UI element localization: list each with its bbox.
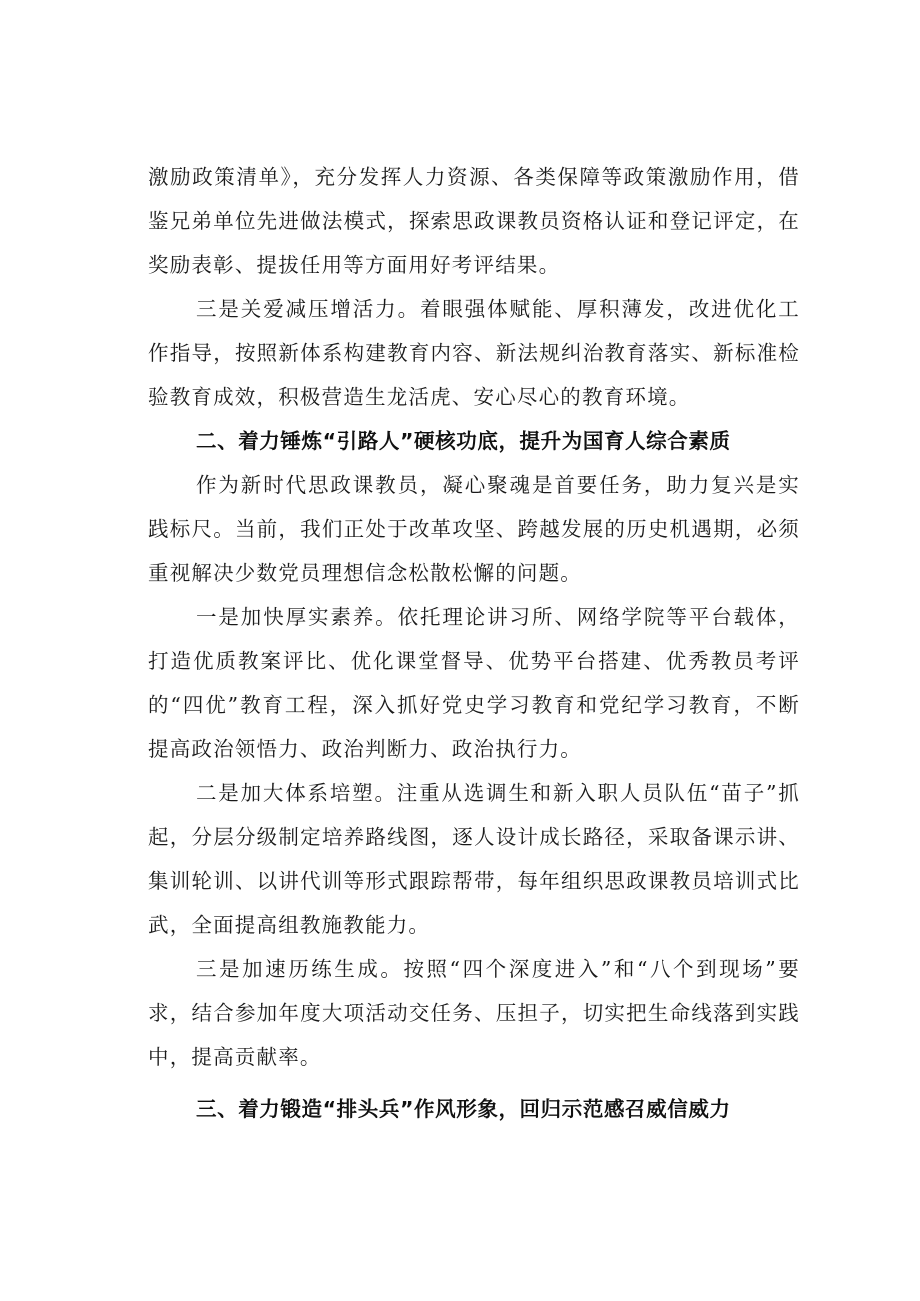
document-body <box>148 155 800 1131</box>
paragraph-accelerate-literacy: 一是加快厚实素养。依托理论讲习所、网络学院等平台载体，打造优质教案评比、优化课堂督导、优势平台搭建、优秀教员考评的“四优”教育工程，深入抓好党史学习教育和党纪学习教育，不断提高政治领悟力、政治判断力、政治执行力。 <box>148 605 800 761</box>
paragraph-section-2-intro: 作为新时代思政课教员，凝心聚魂是首要任务，助力复兴是实践标尺。当前，我们正处于改革攻坚、跨越发展的历史机遇期，必须重视解决少数党员理想信念松散松懈的问题。 <box>148 473 800 585</box>
section-heading-3: 三、着力锻造“排头兵”作风形象，回归示范感召威信威力 <box>196 1097 731 1121</box>
paragraph-system-training: 二是加大体系培塑。注重从选调生和新入职人员队伍“苗子”抓起，分层分级制定培养路线图，逐人设计成长路径，采取备课示讲、集训轮训、以讲代训等形式跟踪帮带，每年组织思政课教员培训式比武，全面提高组教施教能力。 <box>148 781 800 937</box>
paragraph-care-vitality: 三是关爱减压增活力。着眼强体赋能、厚积薄发，改进优化工作指导，按照新体系构建教育内容、新法规纠治教育落实、新标准检验教育成效，积极营造生龙活虎、安心尽心的教育环境。 <box>148 297 800 409</box>
paragraph-policy-list: 激励政策清单》，充分发挥人力资源、各类保障等政策激励作用，借鉴兄弟单位先进做法模式，探索思政课教员资格认证和登记评定，在奖励表彰、提拔任用等方面用好考评结果。 <box>148 165 800 277</box>
section-heading-2: 二、着力锤炼“引路人”硬核功底，提升为国育人综合素质 <box>196 429 731 453</box>
paragraph-practice-growth: 三是加速历练生成。按照“四个深度进入”和“八个到现场”要求，结合参加年度大项活动交任务、压担子，切实把生命线落到实践中，提高贡献率。 <box>148 957 800 1069</box>
